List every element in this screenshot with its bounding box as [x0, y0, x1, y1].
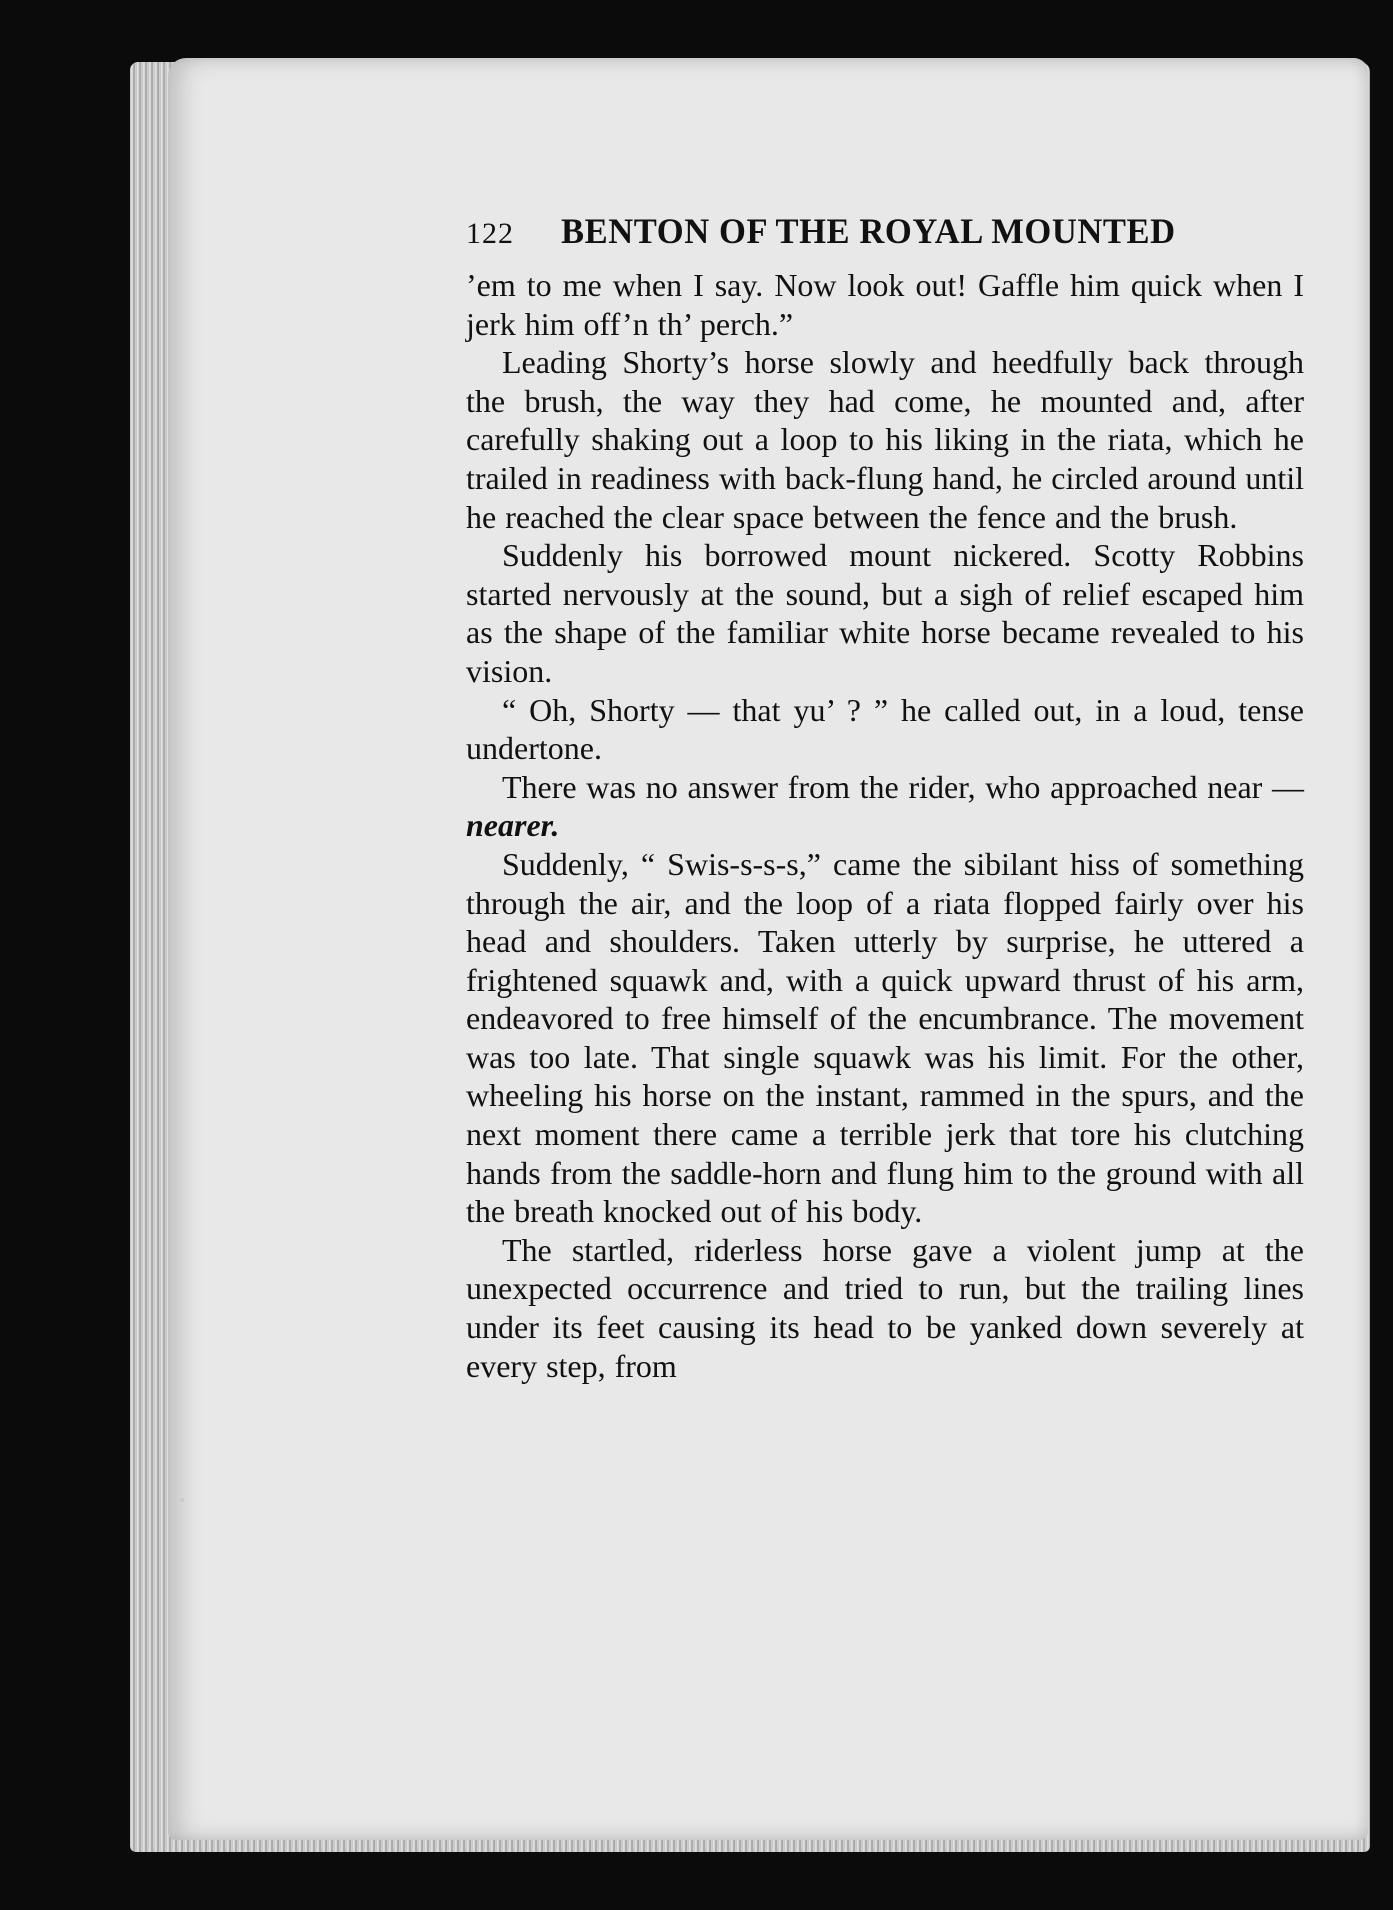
running-head-title: BENTON OF THE ROYAL MOUNTED [561, 211, 1176, 251]
body-text [466, 266, 1304, 1385]
page-number: 122 [466, 217, 514, 250]
scan-speck [180, 1498, 184, 1502]
emphasized-word: nearer. [466, 807, 560, 844]
paragraph: “ Oh, Shorty — that yu’ ? ” he called out, in a loud, tense undertone. [466, 691, 1304, 767]
paragraph: The startled, riderless horse gave a violent jump at the unexpected occurrence and tried to run, but the trailing lines under its feet causing its head to be yanked down severely at every step, from [466, 1231, 1304, 1384]
paragraph: ’em to me when I say. Now look out! Gaffle him quick when I jerk him off’n th’ perch.” [466, 267, 1304, 342]
paragraph: Leading Shorty’s horse slowly and heedfully back through the brush, the way they had come, he mounted and, after carefully shaking out a loop to his liking in the riata, which he trailed in readiness with back-flung hand, he circled around until he reached the clear space between the fence and the brush. [466, 344, 1304, 535]
paragraph [466, 768, 1304, 845]
paragraph: Suddenly his borrowed mount nickered. Scotty Robbins started nervously at the sound, but a sigh of relief escaped him as the shape of the familiar white horse became revealed to his vision. [466, 537, 1304, 689]
paragraph: Suddenly, “ Swis-s-s-s,” came the sibilant hiss of something through the air, and the loop of a riata flopped fairly over his head and shoulders. Taken utterly by surprise, he uttered a frightened squawk and, with a quick upward thrust of his arm, endeavored to free himself of the encumbrance. The movement was too late. That single squawk was his limit. For the other, wheeling his horse on the instant, rammed in the spurs, and the next moment there came a terrible jerk that tore his clutching hands from the saddle-horn and flung him to the ground with all the breath knocked out of his body. [466, 845, 1304, 1230]
paragraph-text: There was no answer from the rider, who approached near — [502, 768, 1304, 805]
running-head [466, 210, 1304, 252]
page-text-block [466, 210, 1304, 1385]
